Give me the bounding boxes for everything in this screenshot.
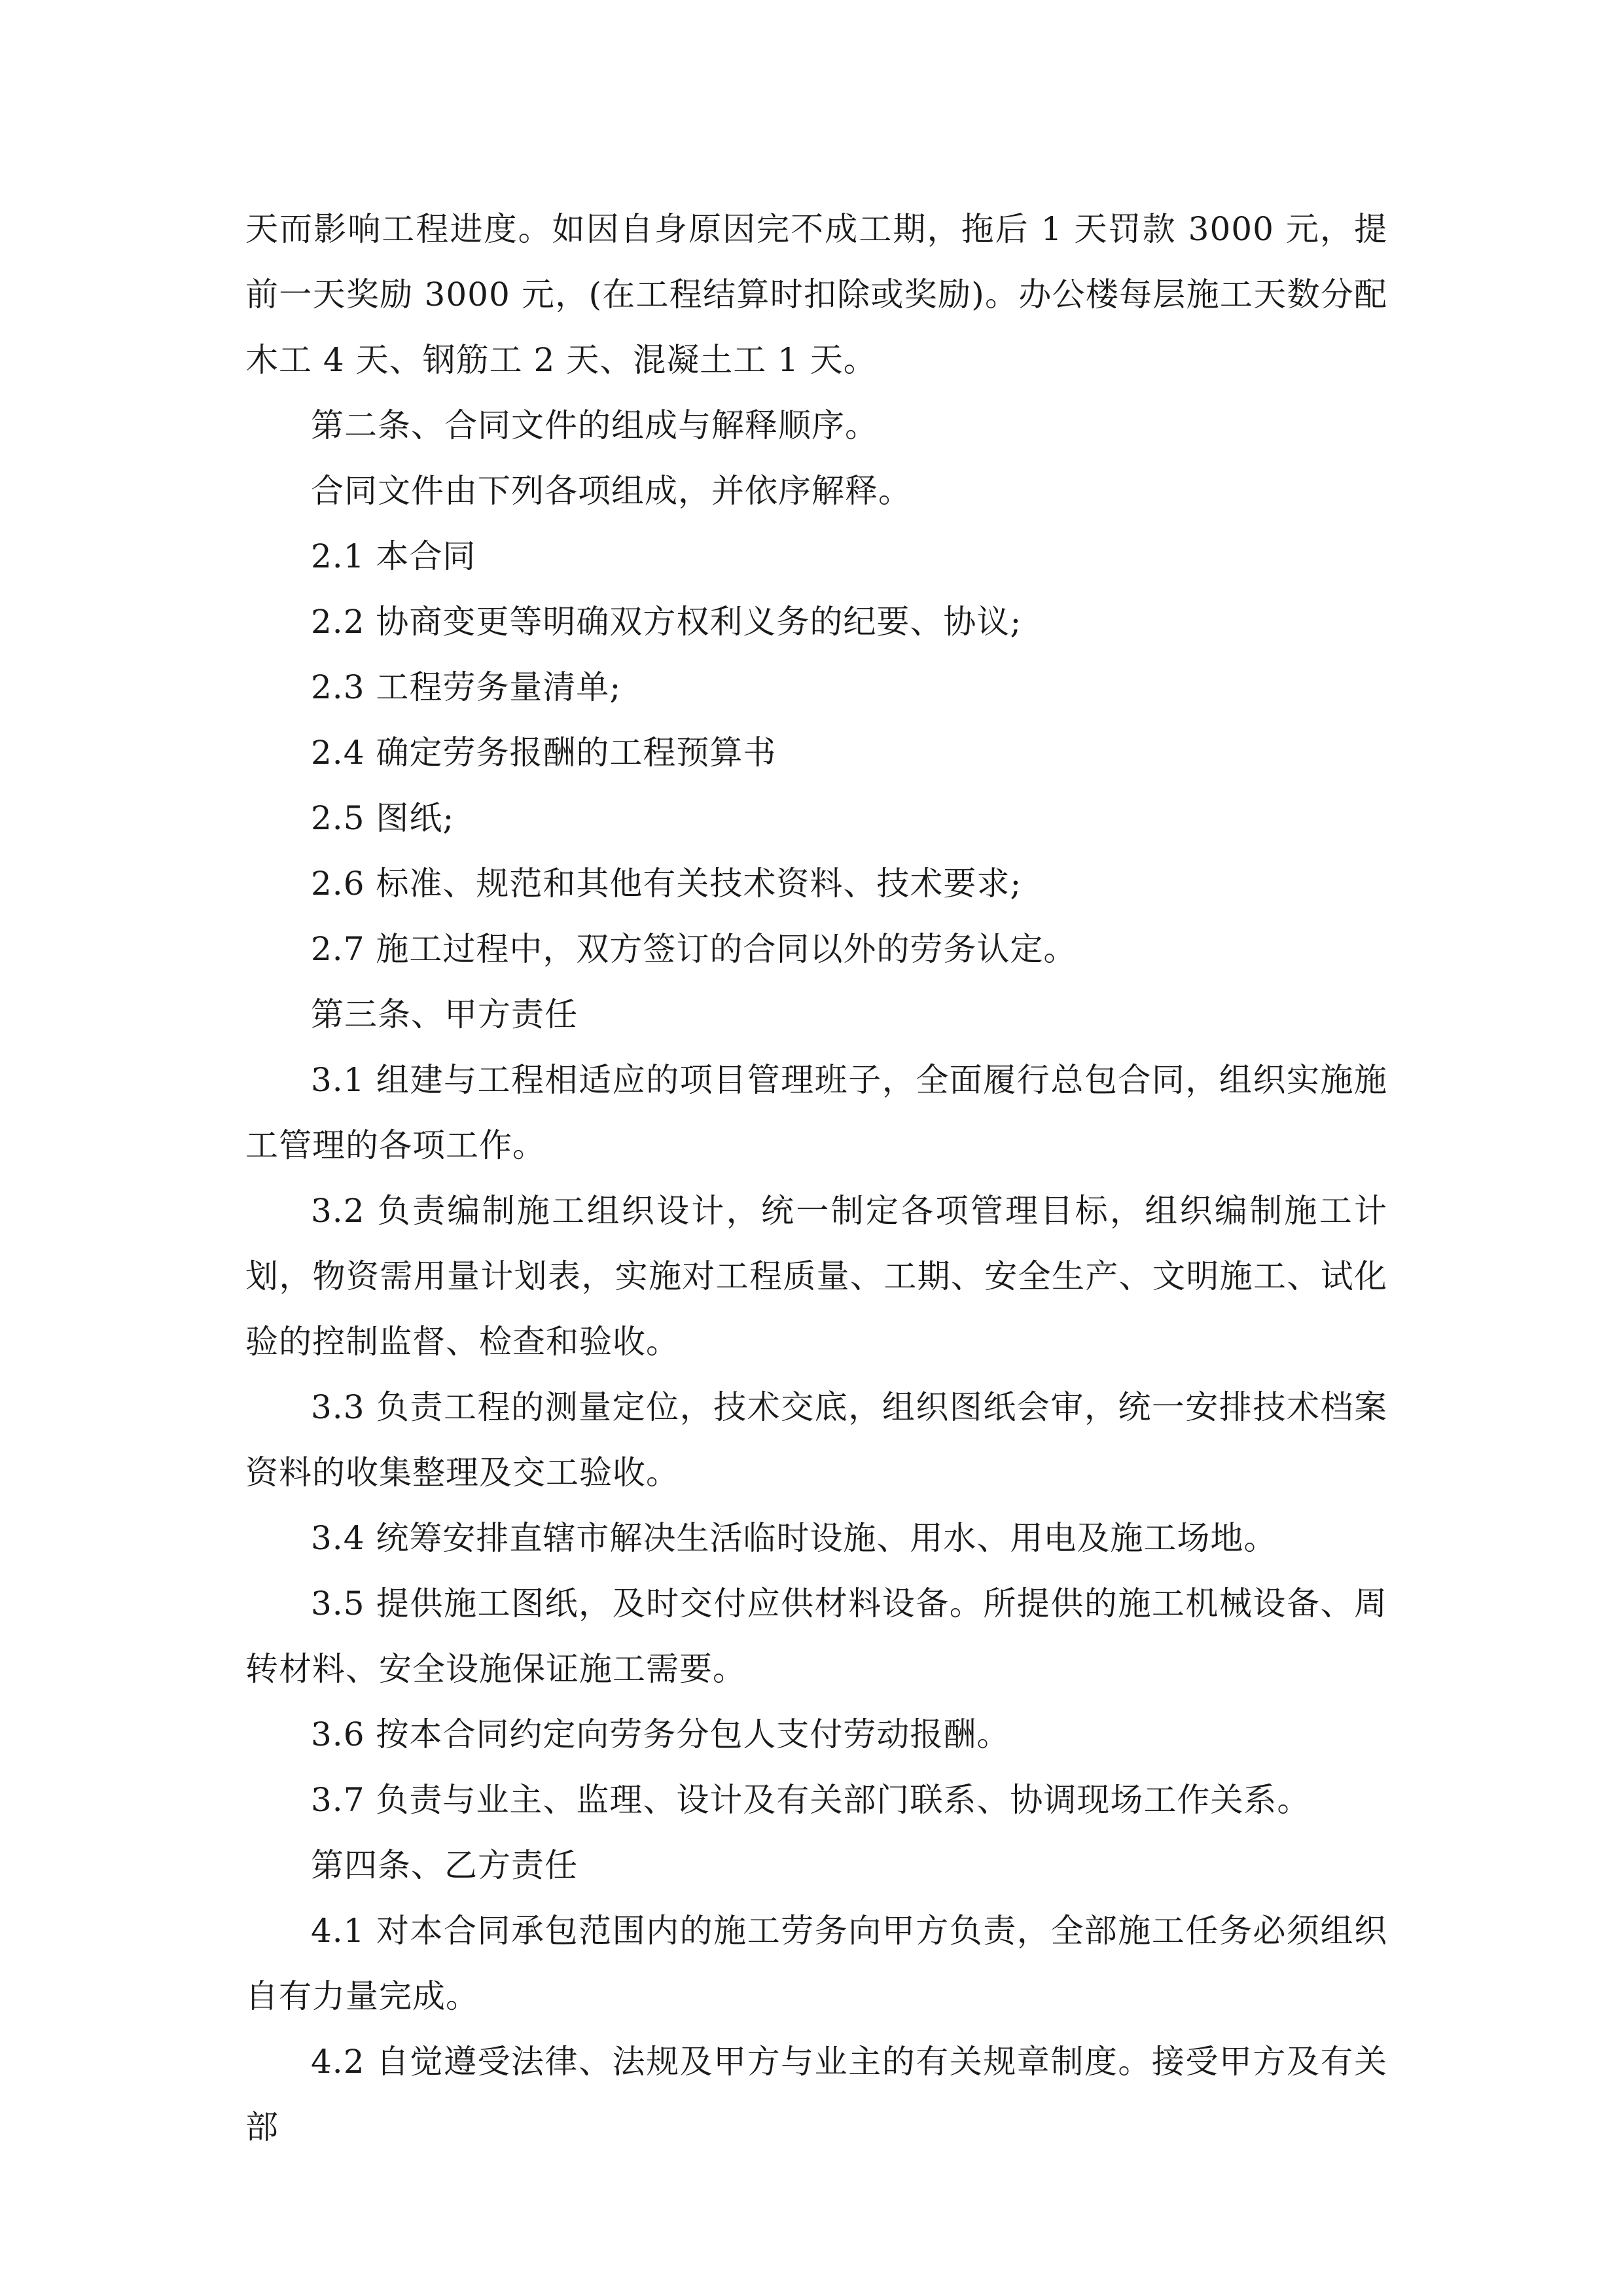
clause-2-3: 2.3 工程劳务量清单; [311,668,622,706]
clause-2-2: 2.2 协商变更等明确双方权利义务的纪要、协议; [311,603,1022,641]
clause-2-4: 2.4 确定劳务报酬的工程预算书 [311,734,777,772]
clause-3-2: 3.2 负责编制施工组织设计，统一制定各项管理目标，组织编制施工计划，物资需用量计划表，实施对工程质量、工期、安全生产、文明施工、试化验的控制监督、检查和验收。 [245,1192,1387,1361]
article-3-heading: 第三条、甲方责任 [311,996,578,1033]
paragraph-continuation: 天而影响工程进度。如因自身原因完不成工期，拖后 1 天罚款 3000 元，提前一天奖励 3000 元，(在工程结算时扣除或奖励)。办公楼每层施工天数分配木工 4 天、钢筋工 2 天、混凝土工 1 天。 [245,210,1387,379]
paragraph-contract-docs: 合同文件由下列各项组成，并依序解释。 [311,472,912,510]
clause-4-2: 4.2 自觉遵受法律、法规及甲方与业主的有关规章制度。接受甲方及有关部 [245,2043,1387,2146]
clause-3-1: 3.1 组建与工程相适应的项目管理班子，全面履行总包合同，组织实施施工管理的各项工作。 [245,1061,1387,1164]
clause-3-6: 3.6 按本合同约定向劳务分包人支付劳动报酬。 [311,1715,1010,1753]
clause-2-5: 2.5 图纸; [311,799,455,837]
clause-3-4: 3.4 统筹安排直辖市解决生活临时设施、用水、用电及施工场地。 [311,1519,1277,1557]
article-2-heading: 第二条、合同文件的组成与解释顺序。 [311,406,878,444]
document-page [245,196,1387,2160]
clause-3-7: 3.7 负责与业主、监理、设计及有关部门联系、协调现场工作关系。 [311,1781,1311,1819]
clause-3-5: 3.5 提供施工图纸，及时交付应供材料设备。所提供的施工机械设备、周转材料、安全设施保证施工需要。 [245,1585,1387,1688]
clause-2-1: 2.1 本合同 [311,537,476,575]
clause-3-3: 3.3 负责工程的测量定位，技术交底，组织图纸会审，统一安排技术档案资料的收集整理及交工验收。 [245,1388,1387,1492]
clause-4-1: 4.1 对本合同承包范围内的施工劳务向甲方负责，全部施工任务必须组织自有力量完成。 [245,1912,1387,2015]
article-4-heading: 第四条、乙方责任 [311,1846,578,1884]
clause-2-6: 2.6 标准、规范和其他有关技术资料、技术要求; [311,865,1022,903]
clause-2-7: 2.7 施工过程中，双方签订的合同以外的劳务认定。 [311,930,1077,968]
